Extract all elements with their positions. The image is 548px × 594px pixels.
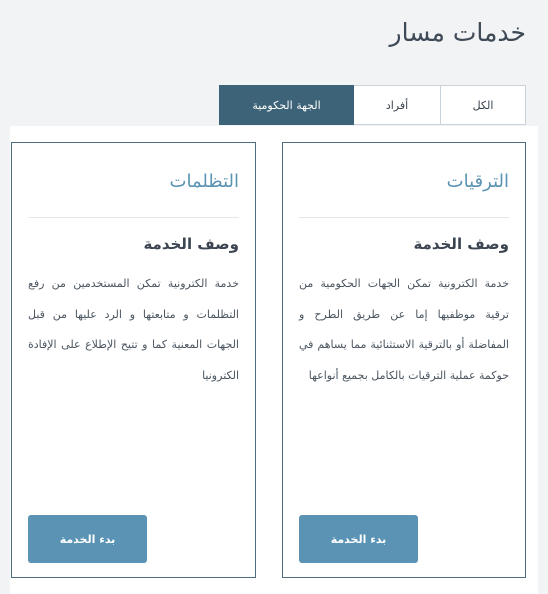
- services-panel: [10, 126, 538, 594]
- tab-government-entity[interactable]: الجهة الحكومية: [219, 85, 354, 125]
- start-service-button[interactable]: بدء الخدمة: [299, 515, 418, 563]
- card-subtitle: وصف الخدمة: [143, 235, 239, 253]
- card-title: الترقيات: [446, 171, 509, 192]
- card-subtitle: وصف الخدمة: [413, 235, 509, 253]
- card-divider: [299, 217, 509, 218]
- card-description: خدمة الكترونية تمكن المستخدمين من رفع التظلمات و متابعتها و الرد عليها من قبل الجهات المعنية كما و تتيح الإطلاع على الإفادة الكترونيا: [28, 277, 239, 382]
- page-title: خدمات مسار: [389, 18, 526, 47]
- card-description: خدمة الكترونية تمكن الجهات الحكومية من ترقية موظفيها إما عن طريق الطرح و المفاضلة أو بالترقية الاستثنائية مما يساهم في حوكمة عملية الترقيات بالكامل بجميع أنواعها: [299, 277, 509, 382]
- card-divider: [28, 217, 239, 218]
- service-card-promotions: [282, 142, 526, 578]
- tab-individuals[interactable]: أفراد: [353, 85, 441, 125]
- tab-all[interactable]: الكل: [440, 85, 526, 125]
- card-title: التظلمات: [169, 171, 239, 192]
- filter-tabs: [220, 85, 526, 125]
- start-service-button[interactable]: بدء الخدمة: [28, 515, 147, 563]
- service-card-grievances: [11, 142, 256, 578]
